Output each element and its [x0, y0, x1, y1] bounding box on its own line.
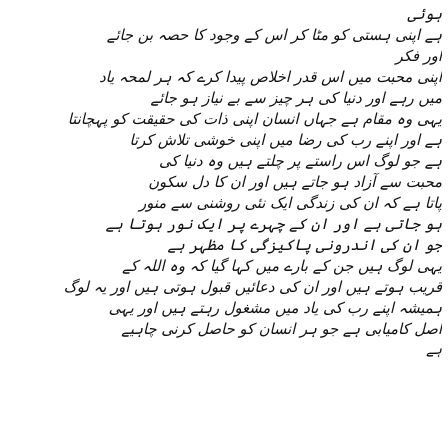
- text-line: ہے اور اپنے رب کی رضا میں اپنی خوشی تلاش کرتا: [129, 131, 442, 149]
- text-line: اور فکر: [395, 47, 442, 65]
- text-line: قریب ہوتے ہیں اور ان کی دعائیں قبول ہوتی ہیں اور یہ لوگ: [63, 278, 442, 296]
- text-line: یہی لوگ ہیں جن کے بارے میں کہا گیا کہ وہ اللہ کے: [122, 257, 442, 275]
- text-line: اپنی محبت میں اس قدر اخلاص پیدا کرے کہ ہر لمحہ یاد: [99, 68, 442, 86]
- text-line: ہوئی: [407, 5, 442, 23]
- text-line: ہے: [426, 342, 442, 358]
- text-line: ہمیشہ اپنے رب کی یاد میں مشغول رہتے ہیں اور یہی: [108, 299, 442, 317]
- text-line: اصل کامیابی ہے جو ہر انسان کو حاصل کرنی چاہیے: [121, 320, 442, 338]
- text-line: محبت سے آزاد ہو جاتے ہیں اور ان کا دل سکون: [148, 173, 442, 191]
- text-line: ہے اپنی ہستی کو مٹا کر اس کے وجود کا حصہ بن جائے: [106, 26, 442, 44]
- text-line: میں رہے اور دنیا کی ہر چیز سے بے نیاز ہو جائے: [150, 89, 442, 107]
- text-line: ہو جاتی ہے اور ان کے چہرے پر ایک نور ہوتا ہے: [105, 215, 442, 233]
- text-line: جو ان کی اندرونی پاکیزگی کا مظہر ہے: [167, 236, 442, 254]
- text-line: یہی وہ مقام ہے جہاں انسان اپنی ذات کی حقیقت کو پہچانتا: [67, 110, 442, 128]
- text-line: ہے جو لوگ اس راستے پر چلتے ہیں وہ دنیا کی: [158, 152, 442, 170]
- text-line: پاتا ہے کہ ان کی زندگی ایک نئی روشنی سے منور: [139, 194, 442, 212]
